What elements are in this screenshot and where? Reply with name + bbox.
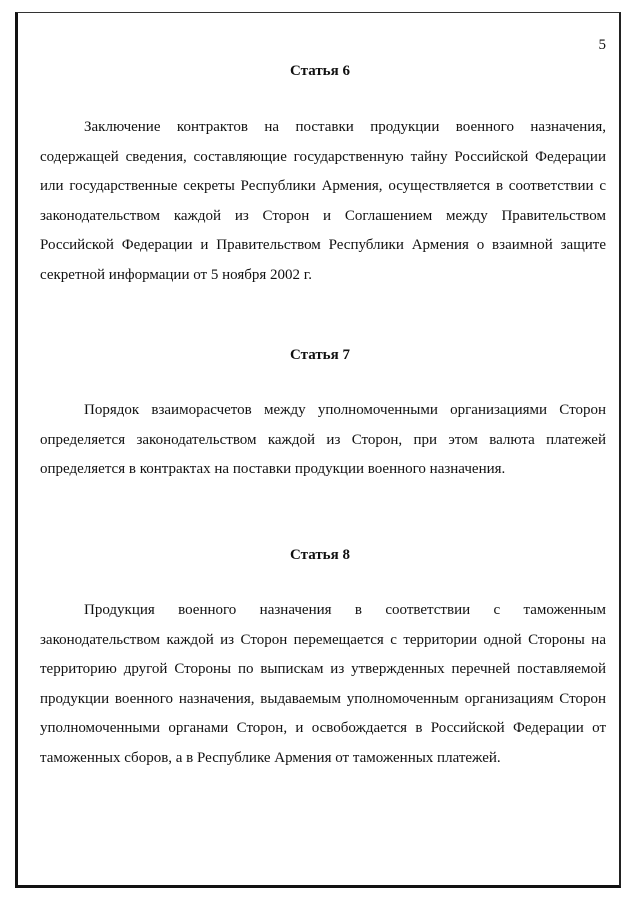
article-8-heading: Статья 8 (290, 547, 350, 563)
article-7-text: Порядок взаиморасчетов между уполномоченными организациями Сторон определяется законодательством каждой из Сторон, при этом валюта платежей определяется в контрактах на поставки продукции военного назначения. (40, 402, 606, 478)
article-6-heading: Статья 6 (290, 63, 350, 79)
article-6-text: Заключение контрактов на поставки продукции военного назначения, содержащей сведения, составляющие государственную тайну Российской Федерации или государственные секреты Республики Армения, осуществляется в соответствии с законодательством каждой из Сторон и Соглашением между Правительством Российской Федерации и Правительством Республики Армения о взаимной защите секретной информации от 5 ноября 2002 г. (40, 119, 606, 283)
article-7-heading: Статья 7 (290, 347, 350, 363)
article-8-text: Продукция военного назначения в соответствии с таможенным законодательством каждой из Сторон перемещается с территории одной Стороны на территорию другой Стороны по выпискам из утвержденных перечней поставляемой продукции военного назначения, выдаваемым уполномоченным организациям Сторон уполномоченными органами Сторон, и освобождается в Российской Федерации от таможенных сборов, а в Республике Армения от таможенных платежей. (40, 602, 606, 766)
page-number: 5 (598, 37, 606, 53)
